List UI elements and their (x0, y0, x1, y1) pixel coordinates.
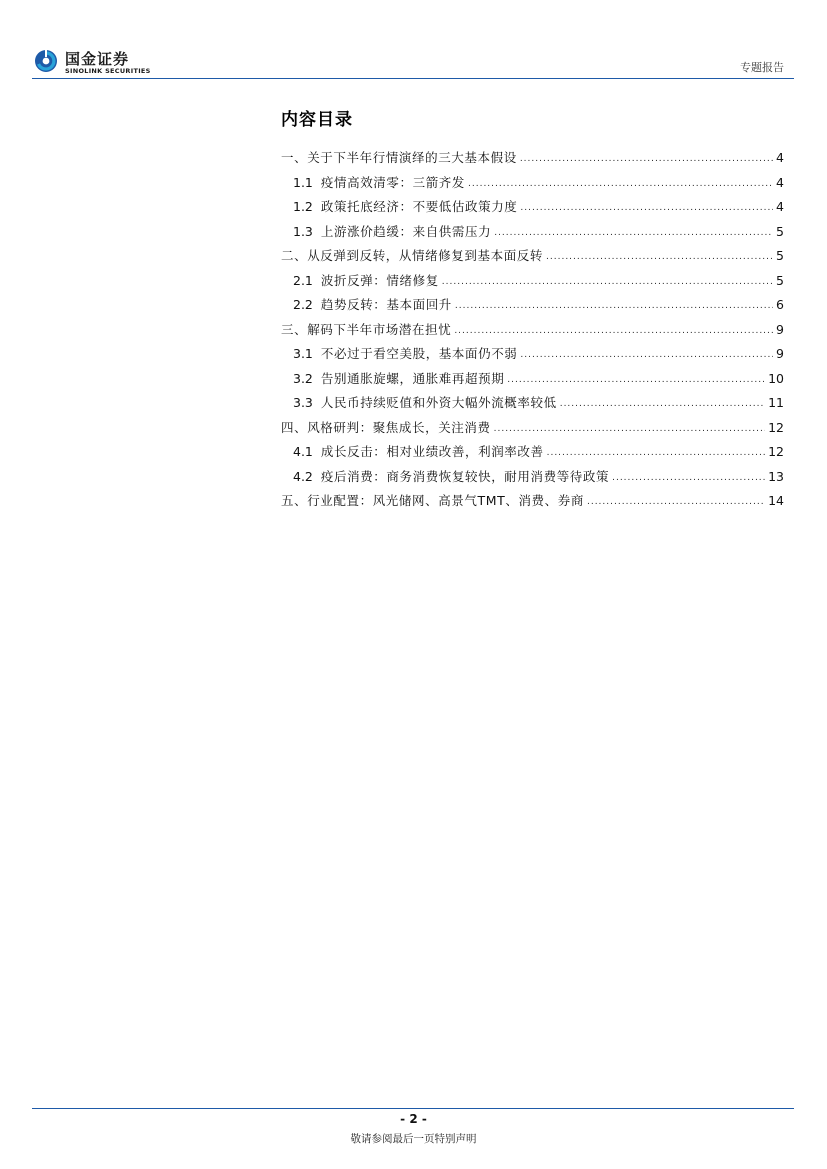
toc-entry[interactable] (281, 271, 784, 296)
table-of-contents (281, 105, 784, 516)
toc-entry-title: 二、从反弹到反转，从情绪修复到基本面反转 (281, 248, 544, 263)
toc-dot-leader (520, 203, 773, 213)
toc-dot-leader (494, 424, 765, 434)
toc-dot-leader (468, 179, 773, 189)
toc-entry-title: 告别通胀旋螺，通胀难再超预期 (320, 370, 505, 386)
toc-entry-title: 三、解码下半年市场潜在担忧 (281, 321, 452, 337)
toc-entry-page: 12 (768, 444, 784, 459)
page-header (32, 44, 794, 79)
toc-dot-leader (442, 277, 773, 287)
toc-entry-page: 4 (776, 199, 784, 214)
toc-entry[interactable] (281, 393, 784, 418)
toc-entry-number: 3.1 (293, 346, 313, 361)
toc-dot-leader (507, 375, 765, 385)
toc-dot-leader (454, 326, 773, 336)
toc-entry[interactable] (281, 173, 784, 198)
toc-entry[interactable] (281, 295, 784, 320)
toc-entry-title: 疫后消费：商务消费恢复较快，耐用消费等待政策 (320, 468, 610, 484)
toc-dot-leader (494, 228, 773, 238)
toc-entry-page: 5 (776, 272, 784, 288)
toc-entry-title: 不必过于看空美股，基本面仍不弱 (320, 346, 518, 361)
toc-entry-page: 4 (776, 150, 784, 165)
toc-entry[interactable] (281, 467, 784, 492)
toc-entry-title: 政策托底经济：不要低估政策力度 (320, 199, 518, 214)
toc-entry[interactable] (281, 369, 784, 394)
toc-dot-leader (455, 301, 773, 311)
toc-entry[interactable] (281, 344, 784, 369)
toc-entry-page: 13 (768, 468, 784, 484)
toc-entry-number: 1.1 (293, 174, 313, 190)
toc-dot-leader (546, 252, 773, 262)
toc-entry-number: 4.1 (293, 444, 313, 459)
toc-dot-leader (520, 350, 773, 360)
toc-dot-leader (560, 399, 765, 409)
toc-entry-page: 6 (776, 297, 784, 312)
toc-entry-number: 3.3 (293, 395, 313, 410)
toc-entry-title: 人民币持续贬值和外资大幅外流概率较低 (320, 395, 557, 410)
toc-entry-title: 成长反击：相对业绩改善，利润率改善 (320, 444, 544, 459)
toc-entry-number: 1.3 (293, 223, 313, 239)
toc-entry-page: 5 (776, 248, 784, 263)
toc-entry[interactable] (281, 197, 784, 222)
toc-entry-title: 四、风格研判：聚焦成长，关注消费 (281, 419, 491, 435)
toc-title: 内容目录 (281, 110, 353, 130)
toc-entry-page: 11 (768, 395, 784, 410)
toc-entry-title: 疫情高效清零：三箭齐发 (320, 174, 465, 190)
toc-entry-title: 波折反弹：情绪修复 (320, 272, 439, 288)
footer-disclaimer: 敬请参阅最后一页特别声明 (350, 1133, 477, 1145)
toc-entry-title: 上游涨价趋缓：来自供需压力 (320, 223, 492, 239)
toc-list (281, 148, 784, 516)
toc-entry-page: 9 (776, 346, 784, 361)
toc-entry-page: 4 (776, 174, 784, 190)
toc-dot-leader (587, 497, 765, 507)
toc-entry[interactable] (281, 246, 784, 271)
toc-entry-page: 12 (768, 419, 784, 435)
toc-entry[interactable] (281, 148, 784, 173)
toc-entry-page: 9 (776, 321, 784, 337)
report-type-label: 专题报告 (740, 61, 784, 74)
toc-entry-number: 3.2 (293, 370, 313, 386)
toc-entry-title: 一、关于下半年行情演绎的三大基本假设 (281, 150, 517, 165)
toc-entry[interactable] (281, 418, 784, 443)
page-number: - 2 - (400, 1112, 427, 1126)
toc-entry-number: 2.2 (293, 297, 313, 312)
toc-entry-number: 1.2 (293, 199, 313, 214)
toc-entry-number: 2.1 (293, 272, 313, 288)
toc-entry[interactable] (281, 442, 784, 467)
toc-entry-title: 趋势反转：基本面回升 (320, 297, 452, 312)
sinolink-logo-icon (34, 49, 58, 73)
toc-entry-number: 4.2 (293, 468, 313, 484)
toc-entry-page: 14 (768, 493, 784, 508)
logo-english-text: SINOLINK SECURITIES (65, 67, 151, 75)
logo-chinese-text: 国金证券 (65, 50, 130, 68)
toc-entry-title: 五、行业配置：风光储网、高景气TMT、消费、券商 (281, 493, 584, 508)
toc-entry[interactable] (281, 222, 784, 247)
toc-entry-page: 5 (776, 223, 784, 239)
footer-divider (32, 1108, 794, 1109)
toc-dot-leader (612, 473, 765, 483)
toc-entry[interactable] (281, 491, 784, 516)
toc-dot-leader (520, 154, 773, 164)
toc-entry[interactable] (281, 320, 784, 345)
toc-entry-page: 10 (768, 370, 784, 386)
toc-dot-leader (547, 448, 766, 458)
company-logo (34, 48, 164, 76)
